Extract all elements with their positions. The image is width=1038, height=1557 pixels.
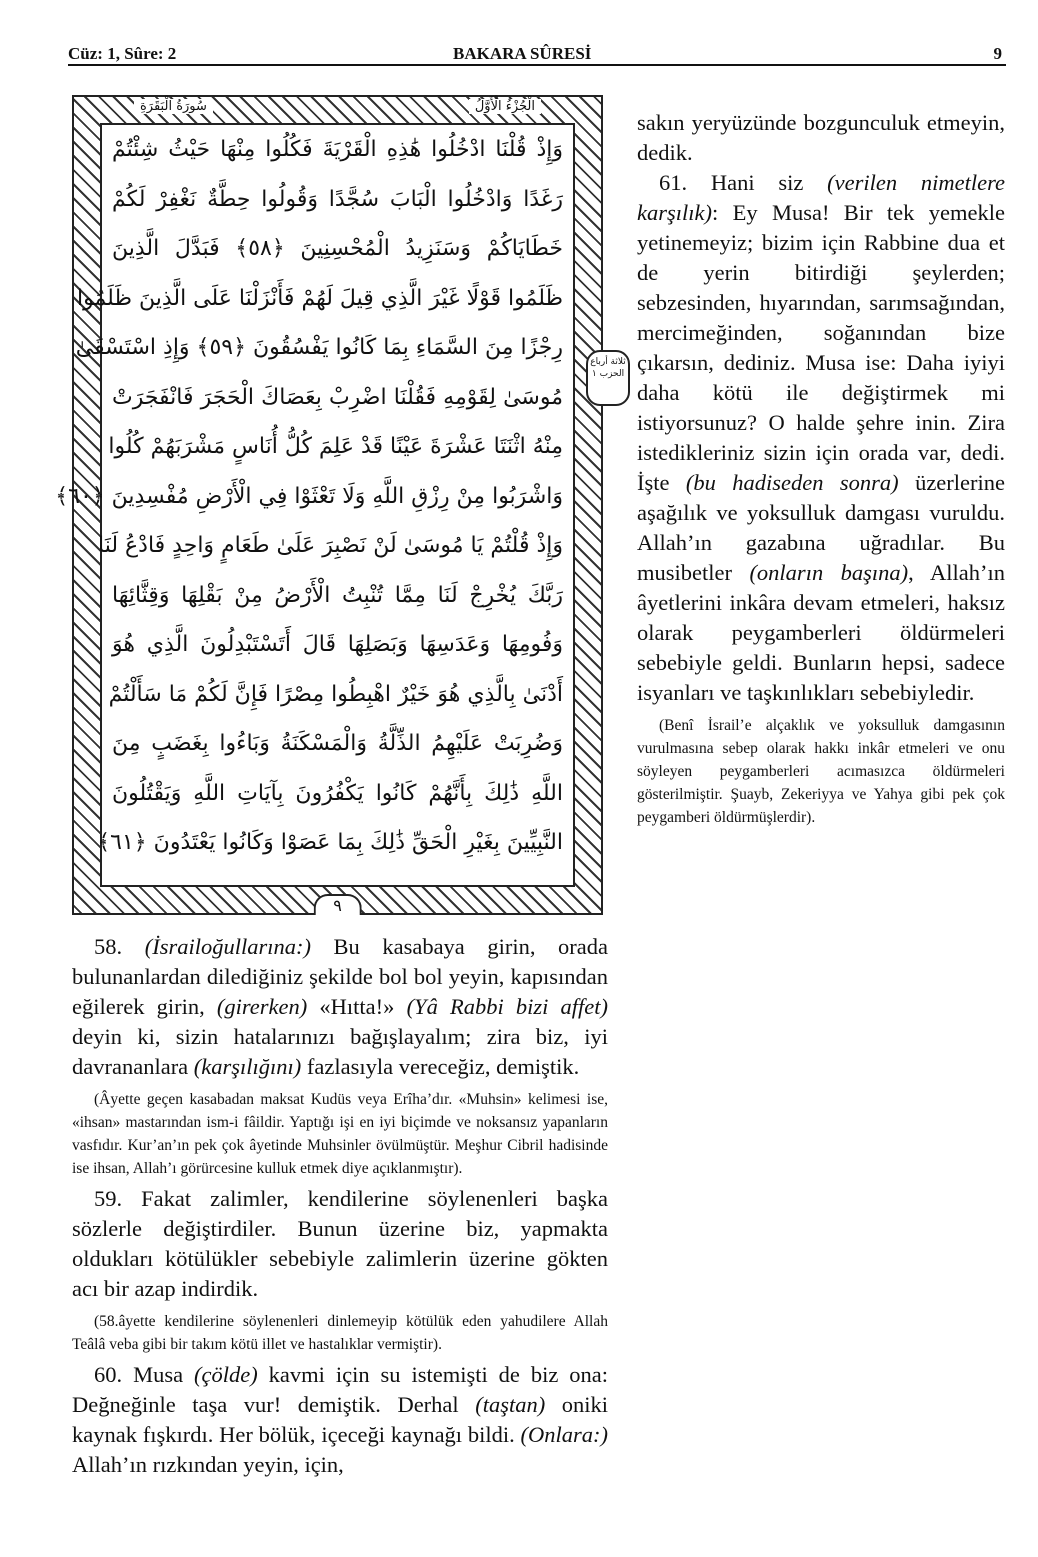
surah-label: سُورَةُ الْبَقَرَةِ: [134, 99, 213, 114]
quran-line: رَبَّكَ يُخْرِجْ لَنَا مِمَّا تُنْبِتُ الْأَرْضُ مِنْ بَقْلِهَا وَقِثَّائِهَا: [112, 582, 563, 608]
t: (verilen nimetlere karşılık): [637, 170, 1005, 225]
t: 61. Hani siz: [659, 170, 828, 195]
quran-line: النَّبِيِّينَ بِغَيْرِ الْحَقِّ ذَٰلِكَ بِمَا عَصَوْا وَكَانُوا يَعْتَدُونَ ﴿٦١﴾: [97, 830, 563, 855]
quran-line: وَفُومِهَا وَعَدَسِهَا وَبَصَلِهَا قَالَ أَتَسْتَبْدِلُونَ الَّذِي هُوَ: [112, 632, 563, 657]
t: (İsrailoğullarına:): [144, 934, 311, 959]
page-number: 9: [993, 44, 1002, 63]
note-59: (58.âyette kendilerine söylenenleri dinlemeyip kötülük eden yahudilere Allah Teâlâ veba gibi bir takım kötü illet ve hastalıklar vermiştir).: [72, 1313, 608, 1353]
t: (onların başına): [749, 560, 909, 585]
quran-line: أَدْنَىٰ بِالَّذِي هُوَ خَيْرٌ اهْبِطُوا مِصْرًا فَإِنَّ لَكُمْ مَا سَأَلْتُمْ: [108, 681, 563, 707]
t: fazlasıyla vereceğiz, demiştik.: [301, 1054, 580, 1079]
t: oniki kaynak fışkırdı. Her bölük, içeceği kaynağı bildi.: [72, 1392, 608, 1447]
verse-61: [637, 168, 1005, 708]
juz-surah-label: Cüz: 1, Sûre: 2: [68, 44, 177, 63]
right-column: [637, 108, 1005, 833]
note-58: (Âyette geçen kasabadan maksat Kudüs veya Erîha’dır. «Muhsin» kelimesi ise, «ihsan» mastarından ism-i fâildir. Yaptığı işi en iyi biçimde ve noksansız yapanların vasfıdır. Kur’an’ın pek çok âyetinde Muhsinler övülmüştür. Meşhur Cibril hadisinde ise ihsan, Allah’ı görürcesine kulluk etmek diye açıklanmıştır).: [72, 1091, 608, 1177]
quran-line: وَإِذْ قُلْنَا ادْخُلُوا هَٰذِهِ الْقَرْيَةَ فَكُلُوا مِنْهَا حَيْثُ شِئْتُمْ: [112, 137, 563, 162]
t: deyin ki, sizin hatalarınızı bağışlayalım; zira biz, iyi davrananlara: [72, 1024, 608, 1079]
quran-line: مِنْهُ اثْنَتَا عَشْرَةَ عَيْنًا قَدْ عَلِمَ كُلُّ أُنَاسٍ مَشْرَبَهُمْ كُلُوا: [108, 434, 563, 459]
t: : Ey Musa! Bir tek yemekle yetinemeyiz; bizim için Rabbine dua et de yerin bitirdiği şeylerden; sebzesinden, hıyarından, sarımsağından, mercimeğinden, soğanından bize çıkarsın, dediniz. Musa ise: Daha iyiyi daha kötü ile değiştirmek mi istiyorsunuz? O halde şehre inin. Zira istedikleriniz sizin için orada var, dedi. İşte: [637, 200, 1005, 495]
running-header: [68, 40, 1006, 66]
t: (girerken): [216, 994, 308, 1019]
t: kavmi için su istemişti de biz ona: Değneğinle taşa vur! demiştik. Derhal: [72, 1362, 609, 1417]
quran-text: [55, 123, 575, 887]
t: üzerlerine aşağılık ve yoksulluk damgası vuruldu. Allah’ın gazabına uğradılar. Bu musibetler: [637, 470, 1006, 585]
verse-60: [72, 1360, 608, 1480]
t: (Onlara:): [520, 1422, 608, 1447]
quran-line: وَإِذْ قُلْتُمْ يَا مُوسَىٰ لَنْ نَصْبِرَ عَلَىٰ طَعَامٍ وَاحِدٍ فَادْعُ لَنَا: [98, 533, 563, 558]
t: , Allah’ın âyetlerini inkâra devam etmeleri, haksız olarak peygamberleri öldürmeleri sebebiyle geldi. Bunların hepsi, sadece isyanları ve taşkınlıkları sebebiyledir.: [637, 560, 1005, 705]
quran-line: ظَلَمُوا قَوْلًا غَيْرَ الَّذِي قِيلَ لَهُمْ فَأَنْزَلْنَا عَلَى الَّذِينَ ظَلَمُوا: [76, 285, 563, 311]
surah-title: BAKARA SÛRESİ: [453, 44, 592, 63]
quran-line: وَضُرِبَتْ عَلَيْهِمُ الذِّلَّةُ وَالْمَسْكَنَةُ وَبَاءُوا بِغَضَبٍ مِنَ: [112, 731, 563, 756]
mushaf-frame: [55, 95, 603, 915]
t: 58.: [94, 934, 145, 959]
quran-line: اللَّهِ ذَٰلِكَ بِأَنَّهُمْ كَانُوا يَكْفُرُونَ بِآيَاتِ اللَّهِ وَيَقْتُلُونَ: [112, 780, 563, 806]
verse-58: [72, 932, 608, 1082]
quran-line: مُوسَىٰ لِقَوْمِهِ فَقُلْنَا اضْرِبْ بِعَصَاكَ الْحَجَرَ فَانْفَجَرَتْ: [112, 384, 563, 410]
t: (bu hadiseden sonra): [685, 470, 899, 495]
bottom-column: [72, 932, 608, 1480]
juz-label: الْجُزْءُ الْأَوَّلُ: [469, 99, 541, 114]
verse-59: 59. Fakat zalimler, kendilerine söylenenleri başka sözlerle değiştirdiler. Bunun üzerine biz, yapmakta oldukları kötülükler sebebiyle zalimlerin üzerine gökten acı bir azap indirdik.: [72, 1186, 608, 1301]
t: Allah’ın rızkından yeyin, için,: [72, 1452, 344, 1477]
quran-line: خَطَايَاكُمْ وَسَنَزِيدُ الْمُحْسِنِينَ ﴿٥٨﴾ فَبَدَّلَ الَّذِينَ: [112, 236, 563, 261]
arabic-page-number: ٩: [313, 894, 362, 915]
t: (karşılığını): [193, 1054, 302, 1079]
t: (Yâ Rabbi bizi affet): [406, 994, 609, 1019]
quran-line: وَاشْرَبُوا مِنْ رِزْقِ اللَّهِ وَلَا تَعْثَوْا فِي الْأَرْضِ مُفْسِدِينَ ﴿٦٠﴾: [55, 483, 563, 509]
t: «Hıtta!»: [307, 994, 407, 1019]
note-61: (Benî İsrail’e alçaklık ve yoksulluk damgasının vurulmasına sebep olarak hakkı inkâr etmeleri ve onu söyleyen peygamberleri acımasızca öldürmeleri gösterilmiştir. Şuayb, Zekeriyya ve Yahya gibi pek çok peygamberi öldürmüşlerdir).: [637, 717, 1005, 826]
t: Bu kasabaya girin, orada bulunanlardan dilediğiniz şekilde bol bol yeyin, kapısından eğilerek girin,: [72, 934, 609, 1019]
hizb-marker: ثلاثة أرباع الحزب ١: [586, 350, 630, 406]
t: (taştan): [475, 1392, 546, 1417]
t: (çölde): [194, 1362, 258, 1387]
quran-line: رِجْزًا مِنَ السَّمَاءِ بِمَا كَانُوا يَفْسُقُونَ ﴿٥٩﴾ وَإِذِ اسْتَسْقَىٰ: [75, 335, 563, 360]
quran-line: رَغَدًا وَادْخُلُوا الْبَابَ سُجَّدًا وَقُولُوا حِطَّةٌ نَغْفِرْ لَكُمْ: [112, 186, 563, 212]
verse-60-continued: sakın yeryüzünde bozgunculuk etmeyin, dedik.: [637, 110, 1005, 165]
t: 60. Musa: [94, 1362, 195, 1387]
